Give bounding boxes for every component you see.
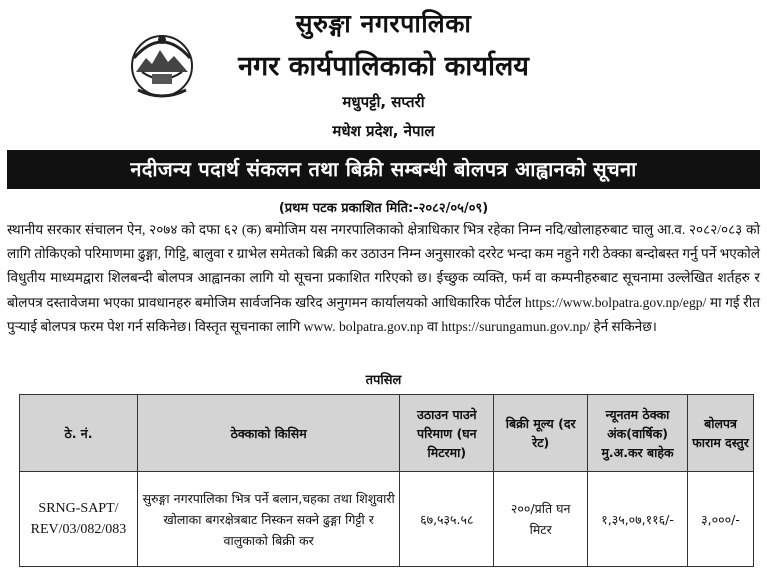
address-line-1: मधुपट्टी, सप्तरी (342, 93, 425, 111)
cell-form-fee: ३,०००/- (688, 472, 754, 567)
header-contract-type: ठेक्काको किसिम (137, 395, 399, 472)
cell-quantity: ६७,५३५.५८ (400, 472, 494, 567)
table-row (20, 472, 754, 567)
header-quantity: उठाउन पाउने परिमाण (घन मिटरमा) (400, 395, 494, 472)
header-form-fee: बोलपत्र फाराम दस्तुर (688, 395, 754, 472)
cell-sn: SRNG-SAPT/ REV/03/082/083 (20, 472, 138, 567)
cell-min-amount: १,३५,०७,११६/- (588, 472, 688, 567)
letterhead (0, 0, 767, 146)
cell-contract-type: सुरुङ्गा नगरपालिका भित्र पर्ने बलान,चहका तथा शिशुवारी खोलाका बगरक्षेत्रबाट निस्कन सक्ने ढुङ्गा गिट्टी र वालुकाको बिक्री कर (137, 472, 399, 567)
bid-table (19, 394, 754, 567)
notice-body: स्थानीय सरकार संचालन ऐन, २०७४ को दफा ६२ (क) बमोजिम यस नगरपालिकाको क्षेत्राधिकार भित्र रहेका निम्न नदि/खोलाहरुबाट चालु आ.व. २०८२/०८३ को लागि तोकिएको परिमाणमा ढुङ्गा, गिट्टि, बालुवा र ग्राभेल समेतको बिक्री कर उठाउन निम्न अनुसारको दररेट भन्दा कम नहुने गरी ठेक्का बन्दोबस्त गर्नु पर्ने भएकोले विधुतीय माध्यमद्वारा शिलबन्दी बोलपत्र आह्वानका लागि यो सूचना प्रकाशित गरिएको छ। ईच्छुक व्यक्ति, फर्म वा कम्पनीहरुबाट सूचनामा उल्लेखित शर्तहरु र बोलपत्र दस्तावेजमा भएका प्रावधानहरु बमोजिम सार्वजनिक खरिद अनुगमन कार्यालयको आधिकारिक पोर्टल https://www.bolpatra.gov.np/egp/ मा गई रीत पुर्‍याई बोलपत्र फरम पेश गर्न सकिनेछ। विस्तृत सूचनाका लागि www. bolpatra.gov.np वा https://surungamun.gov.np/ हेर्न सकिनेछ। (7, 222, 760, 334)
cell-sale-price: २००/प्रति घन मिटर (494, 472, 588, 567)
publication-date: (प्रथम पटक प्रकाशित मिति:-२०८२/०५/०९) (278, 201, 489, 216)
address-line-2: मधेश प्रदेश, नेपाल (332, 122, 435, 140)
office-name: नगर कार्यपालिकाको कार्यालय (238, 51, 529, 82)
header-sale-price: बिक्री मूल्य (दर रेट) (494, 395, 588, 472)
municipality-name: सुरुङ्गा नगरपालिका (295, 9, 472, 38)
schedule-heading: तपसिल (365, 373, 402, 388)
header-sn: ठे. नं. (20, 395, 138, 472)
table-header-row (20, 395, 754, 472)
notice-title-banner: नदीजन्य पदार्थ संकलन तथा बिक्री सम्बन्धी बोलपत्र आह्वानको सूचना (7, 150, 760, 189)
header-min-amount: न्यूनतम ठेक्का अंक(वार्षिक) मु.अ.कर बाहेक (588, 395, 688, 472)
